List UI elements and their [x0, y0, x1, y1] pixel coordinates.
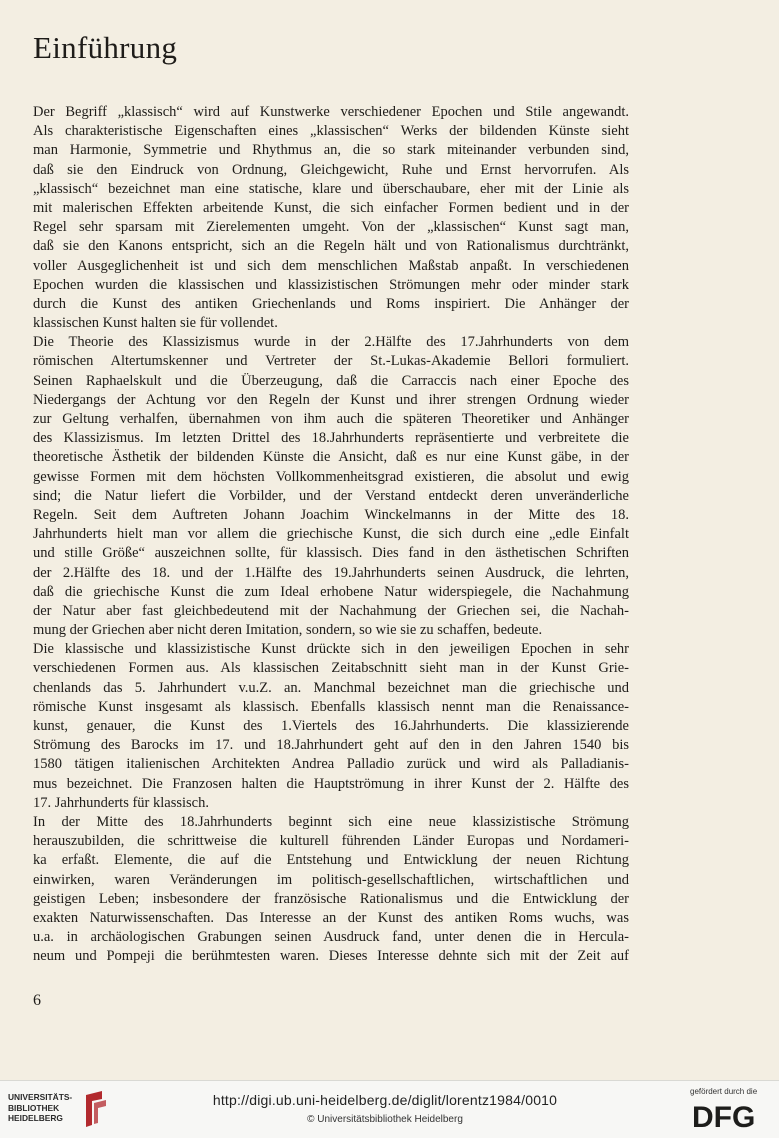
text-line: Regeln. Seit dem Auftreten Johann Joachim Winckelmanns in der Mitte des 18. — [33, 506, 629, 523]
text-line: einwirken, waren Veränderungen im politisch-gesellschaftlichen, wirtschaftlichen und — [33, 871, 629, 888]
text-line: Epochen wurden die klassischen und klassizistischen Strömungen mehr oder minder stark — [33, 276, 629, 293]
text-line: Als charakteristische Eigenschaften eines „klassischen“ Werks der bildenden Künste sieht — [33, 123, 629, 140]
text-line: sind; die Natur liefert die Vorbilder, und der Verstand entdeckt deren unveränderliche — [33, 487, 629, 504]
text-line: u.a. in archäologischen Grabungen seinen Ausdruck fand, unter denen die in Hercula- — [33, 929, 629, 946]
library-name-line: BIBLIOTHEK — [8, 1102, 60, 1113]
text-line: Regel sehr sparsam mit Zierelementen umgeht. Von der „klassischen“ Kunst sagt man, — [33, 219, 629, 236]
text-line: Strömung des Barocks im 17. und 18.Jahrhundert geht auf den in den Jahren 1540 bis — [33, 737, 629, 754]
text-line: Niedergangs der Achtung vor den Regeln der Kunst und ihrer strengen Ordnung wieder — [33, 391, 629, 408]
text-line: des Klassizismus. Im letzten Drittel des 18.Jahrhunderts repräsentierte und verbreitete die — [33, 430, 629, 447]
text-line: geistigen Leben; insbesondere der französische Rationalismus und die Entwicklung der — [33, 890, 629, 907]
dfg-logo-text: DFG — [692, 1101, 756, 1132]
text-line: daß sie den Kanons entspricht, sich an die Regeln hält und von Rationalismus durchtränkt, — [33, 238, 629, 255]
text-line: kunst, genauer, die Kunst des 1.Viertels des 16.Jahrhunderts. Die klassizierende — [33, 718, 629, 734]
text-line: mit malerischen Effekten arbeitende Kunst, die sich einfacher Formen bedient und in der — [33, 199, 629, 216]
text-line: Der Begriff „klassisch“ wird auf Kunstwerke verschiedener Epochen und Stile angewandt. — [33, 104, 629, 120]
text-line: römische Kunst insgesamt als klassisch. Ebenfalls klassisch nennt man die Renaissance- — [33, 698, 629, 715]
dfg-logo-icon[interactable] — [690, 1098, 768, 1132]
library-name-line: UNIVERSITÄTS- — [8, 1092, 73, 1102]
text-line: „klassisch“ bezeichnet man eine statische, klare und überschaubare, eher mit der Linie als — [33, 180, 629, 197]
text-line: Seinen Raphaelskult und die Überzeugung, daß die Carraccis nach einer Epoche des — [33, 372, 629, 389]
text-line: klassischen Kunst halten sie für vollendet. — [33, 315, 278, 332]
text-line: mung der Griechen aber nicht deren Imitation, sondern, so wie sie zu schaffen, bedeute. — [33, 622, 543, 639]
text-line: zur Geltung verhalfen, übernahmen von ihm auch die späteren Theoretiker und Anhänger — [33, 411, 629, 427]
text-line: durch die Kunst des antiken Griechenlands und Roms inspiriert. Die Anhänger der — [33, 295, 629, 312]
body-text — [33, 103, 629, 966]
text-line: 17. Jahrhunderts für klassisch. — [33, 794, 209, 811]
text-line: gewisse Formen mit dem höchsten Vollkommenheitsgrad existieren, die absolut und ewig — [33, 468, 629, 485]
text-line: Die Theorie des Klassizismus wurde in der 2.Hälfte des 17.Jahrhunderts von dem — [33, 334, 629, 351]
text-line: mus bezeichnet. Die Franzosen halten die Hauptströmung in ihrer Kunst der 2. Hälfte des — [33, 775, 629, 792]
text-line: neum und Pompeji die berühmtesten waren. Dieses Interesse dehnte sich mit der Zeit auf — [33, 948, 629, 965]
page-number: 6 — [33, 992, 41, 1009]
text-line: man Harmonie, Symmetrie und Rhythmus an, die so stark miteinander verbunden sind, — [33, 142, 629, 159]
page-title: Einführung — [33, 30, 178, 65]
text-line: daß die griechische Kunst die zum Ideal erhobene Natur widerspiegele, die Nachahmung — [33, 583, 629, 600]
library-name-line: HEIDELBERG — [8, 1113, 63, 1123]
text-line: der 2.Hälfte des 18. und der 1.Hälfte des 19.Jahrhunderts seinen Ausdruck, die lehrten, — [33, 564, 629, 581]
text-line: 1580 tätigen italienischen Architekten Andrea Palladio zurück und wird als Palladianis- — [33, 756, 629, 773]
university-logo-icon[interactable] — [80, 1089, 110, 1129]
text-line: exakten Naturwissenschaften. Das Interesse an der Kunst des antiken Roms wuchs, was — [33, 909, 629, 926]
funder-label: gefördert durch die — [690, 1087, 758, 1096]
text-line: verschiedenen Formen aus. Als klassischen Zeitabschnitt sieht man in der Kunst Grie- — [33, 660, 629, 677]
permalink-url[interactable]: http://digi.ub.uni-heidelberg.de/diglit/lorentz1984/0010 — [212, 1092, 558, 1108]
text-line: römischen Altertumskenner und Vertreter der St.-Lukas-Akademie Bellori formuliert. — [33, 353, 629, 370]
text-line: ka erfaßt. Elemente, die auf die Entstehung und Entwicklung der neuen Richtung — [33, 852, 629, 869]
copyright-notice: © Universitätsbibliothek Heidelberg — [307, 1114, 463, 1125]
text-line: daß sie den Eindruck von Ordnung, Gleichgewicht, Ruhe und Ernst hervorrufen. Als — [33, 161, 629, 178]
text-line: und stille Größe“ auszeichnen sollte, für klassisch. Dies fand in den ästhetischen Schriften — [33, 545, 629, 562]
text-line: der Natur aber fast gleichbedeutend mit der Nachahmung der Griechen sei, die Nachah- — [33, 602, 629, 619]
text-line: voller Ausgeglichenheit ist und sich dem menschlichen Maßstab anpaßt. In verschiedenen — [33, 257, 629, 274]
text-line: Die klassische und klassizistische Kunst drückte sich in den jeweiligen Epochen in sehr — [33, 641, 629, 658]
text-line: In der Mitte des 18.Jahrhunderts beginnt sich eine neue klassizistische Strömung — [33, 813, 629, 830]
viewer-footer — [0, 1080, 779, 1138]
text-line: herauszubilden, die schrittweise die kulturell führenden Länder Europas und Nordameri- — [33, 833, 629, 850]
text-line: theoretische Ästhetik der bildenden Künste die Ansicht, daß es nur eine Kunst gäbe, in der — [33, 449, 629, 466]
text-line: Jahrhunderts hielt man vor allem die griechische Kunst, die sich durch eine „edle Einfalt — [33, 526, 629, 543]
university-library-name[interactable] — [8, 1092, 72, 1124]
text-line: chenlands das 5. Jahrhundert v.u.Z. an. Manchmal bezeichnet man die griechische und — [33, 679, 629, 696]
